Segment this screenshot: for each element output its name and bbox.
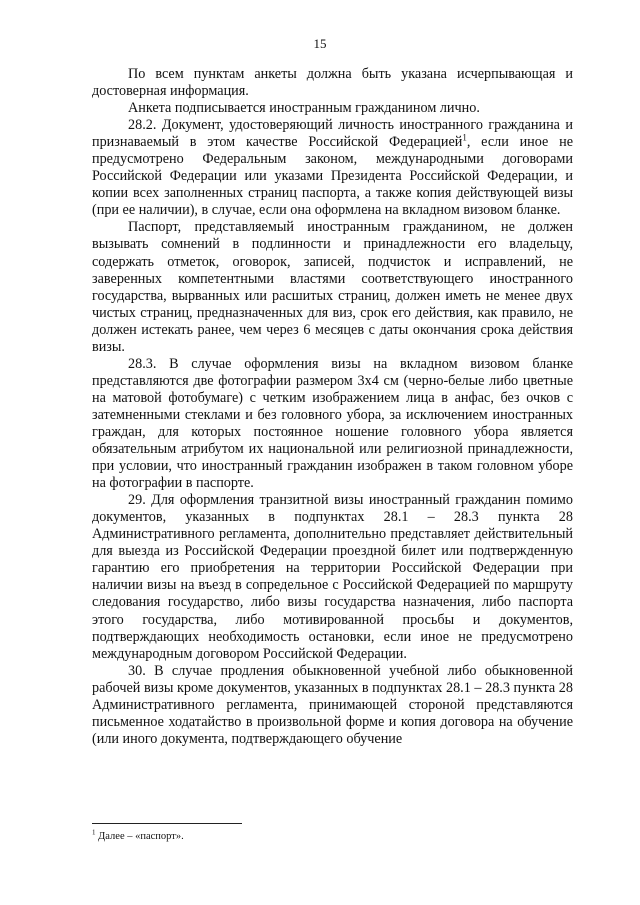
paragraph-30: 30. В случае продления обыкновенной учебной либо обыкновенной рабочей визы кроме документов, указанных в подпунктах 28.1 – 28.3 пункта 28 Административного регламента, принимающей стороной представляются письменное ходатайство в произвольной форме и копия договора на обучение (или иного документа, подтверждающего обучение	[92, 662, 573, 747]
paragraph-passport-requirements: Паспорт, представляемый иностранным гражданином, не должен вызывать сомнений в подлинности и принадлежности его владельцу, содержать отметок, оговорок, записей, подчисток и исправлений, не заверенных компетентными властями соответствующего иностранного государства, вырванных или расшитых страниц, должен иметь не менее двух чистых страниц, предназначенных для виз, срок его действия, как правило, не должен истекать ранее, чем через 6 месяцев с даты окончания срока действия визы.	[92, 219, 573, 355]
paragraph-29: 29. Для оформления транзитной визы иностранный гражданин помимо документов, указанных в подпунктах 28.1 – 28.3 пункта 28 Административного регламента, дополнительно представляет действительный для выезда из Российской Федерации проездной билет или подтвержденную гарантию его приобретения на территории Российской Федерации при наличии визы на въезд в сопредельное с Российской Федерацией по маршруту следования государство, либо визы государства назначения, либо паспорта этого государства, либо мотивированной просьбы и документов, подтверждающих необходимость остановки, если иное не предусмотрено международным договором Российской Федерации.	[92, 492, 573, 662]
footnote-divider	[92, 823, 242, 824]
document-body	[92, 66, 573, 748]
footnote	[92, 830, 572, 843]
footnote-marker: 1	[92, 828, 96, 837]
footnote-reference: 1	[462, 132, 467, 143]
paragraph-28-2-text-before: 28.2. Документ, удостоверяющий личность иностранного гражданина и признаваемый в этом качестве Российской Федерацией	[92, 117, 573, 151]
paragraph-28-2-text-after: , если иное не предусмотрено Федеральным законом, международными договорами Российской Федерации или указами Президента Российской Федерации, и копии всех заполненных страниц паспорта, а также копия действующей визы (при ее наличии), в случае, если она оформлена на вкладном визовом бланке.	[92, 134, 574, 219]
paragraph-questionnaire-info: По всем пунктам анкеты должна быть указана исчерпывающая и достоверная информация.	[92, 66, 573, 100]
footnote-text: Далее – «паспорт».	[95, 831, 184, 842]
paragraph-questionnaire-signature: Анкета подписывается иностранным гражданином лично.	[128, 100, 480, 117]
paragraph-28-2	[92, 117, 573, 219]
page-number: 15	[313, 36, 327, 51]
paragraph-28-3: 28.3. В случае оформления визы на вкладном визовом бланке представляются две фотографии размером 3х4 см (черно-белые либо цветные на матовой фотобумаге) с четким изображением лица в анфас, без очков с затемненными стеклами и без головного убора, за исключением иностранных граждан, для которых постоянное ношение головного убора является обязательным атрибутом их национальной или религиозной принадлежности, при условии, что иностранный гражданин изображен в таком головном уборе на фотографии в паспорте.	[92, 355, 573, 492]
